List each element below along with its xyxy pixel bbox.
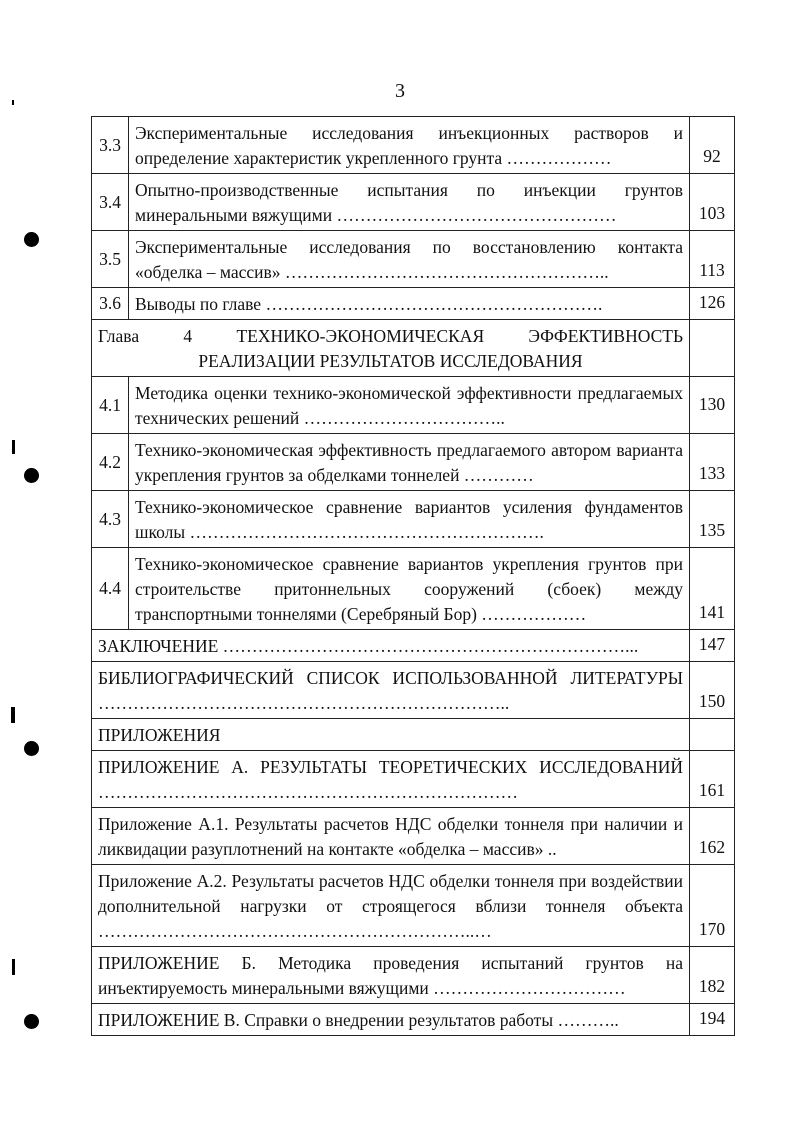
toc-row-appendices: [92, 719, 735, 751]
section-title: Приложение А.1. Результаты расчетов НДС обделки тоннеля при наличии и ликвидации разуплотнений на контакте «обделка – массив» ..: [92, 808, 690, 865]
section-number: 3.6: [92, 288, 129, 320]
toc-row-conclusion: [92, 630, 735, 662]
section-number: 4.3: [92, 491, 129, 548]
section-number: 3.3: [92, 117, 129, 174]
margin-mark-3: [11, 707, 15, 723]
section-number: 4.4: [92, 548, 129, 630]
toc-row-3-5: [92, 231, 735, 288]
page-ref: 170: [690, 865, 735, 947]
toc-row-4-3: [92, 491, 735, 548]
page-ref: 182: [690, 947, 735, 1004]
toc-row-4-2: [92, 434, 735, 491]
page-ref: 141: [690, 548, 735, 630]
section-title: Методика оценки технико-экономической эффективности предлагаемых технических решений ……………………………..: [129, 377, 690, 434]
section-title: Экспериментальные исследования по восстановлению контакта «обделка – массив» ………………………………………………..: [129, 231, 690, 288]
toc-row-appendix-b: [92, 947, 735, 1004]
chapter-heading: [92, 320, 690, 377]
page-ref: [690, 719, 735, 751]
section-title: ПРИЛОЖЕНИЕ А. РЕЗУЛЬТАТЫ ТЕОРЕТИЧЕСКИХ ИССЛЕДОВАНИЙ ………………………………………………………………: [92, 751, 690, 808]
section-title: Выводы по главе ………………………………………………….: [129, 288, 690, 320]
toc-row-4-1: [92, 377, 735, 434]
page-ref: 126: [690, 288, 735, 320]
page-ref: 130: [690, 377, 735, 434]
page-ref: [690, 320, 735, 377]
page-number: 3: [395, 80, 405, 102]
toc-row-3-4: [92, 174, 735, 231]
page-ref: 194: [690, 1004, 735, 1036]
section-title: Технико-экономическое сравнение вариантов усиления фундаментов школы …………………………………………………….: [129, 491, 690, 548]
punch-hole-2: [24, 468, 39, 483]
section-title: Приложение А.2. Результаты расчетов НДС обделки тоннеля при воздействии дополнительной нагрузки от строящегося вблизи тоннеля объекта ………………………………………………………..…: [92, 865, 690, 947]
page-ref: 161: [690, 751, 735, 808]
margin-mark-2: [12, 440, 15, 454]
section-number: 4.1: [92, 377, 129, 434]
section-title: БИБЛИОГРАФИЧЕСКИЙ СПИСОК ИСПОЛЬЗОВАННОЙ ЛИТЕРАТУРЫ ……………………………………………………………..: [92, 662, 690, 719]
chapter-heading-line-2: РЕАЛИЗАЦИИ РЕЗУЛЬТАТОВ ИССЛЕДОВАНИЯ: [198, 351, 583, 371]
section-title: ПРИЛОЖЕНИЕ В. Справки о внедрении результатов работы ………..: [92, 1004, 690, 1036]
chapter-heading-line-1: Глава 4 ТЕХНИКО-ЭКОНОМИЧЕСКАЯ ЭФФЕКТИВНОСТЬ: [98, 326, 683, 346]
page-ref: 147: [690, 630, 735, 662]
page-ref: 162: [690, 808, 735, 865]
toc-row-appendix-v: [92, 1004, 735, 1036]
toc-row-3-6: [92, 288, 735, 320]
toc-table: [91, 116, 735, 1036]
toc-row-4-4: [92, 548, 735, 630]
toc-row-chapter-4: [92, 320, 735, 377]
toc-row-3-3: [92, 117, 735, 174]
section-number: 3.5: [92, 231, 129, 288]
page-ref: 150: [690, 662, 735, 719]
section-title: Экспериментальные исследования инъекционных растворов и определение характеристик укрепленного грунта ………………: [129, 117, 690, 174]
toc-row-bibliography: [92, 662, 735, 719]
toc-row-appendix-a: [92, 751, 735, 808]
margin-mark-4: [12, 959, 15, 975]
punch-hole-1: [24, 232, 39, 247]
page-ref: 103: [690, 174, 735, 231]
section-title: Технико-экономическая эффективность предлагаемого автором варианта укрепления грунтов за обделками тоннелей …………: [129, 434, 690, 491]
section-title: ЗАКЛЮЧЕНИЕ ……………………………………………………………...: [92, 630, 690, 662]
page-ref: 92: [690, 117, 735, 174]
margin-mark-1: [12, 100, 14, 105]
section-title: ПРИЛОЖЕНИЕ Б. Методика проведения испытаний грунтов на инъектируемость минеральными вяжущими ……………………………: [92, 947, 690, 1004]
page-ref: 133: [690, 434, 735, 491]
section-title: ПРИЛОЖЕНИЯ: [92, 719, 690, 751]
page-ref: 135: [690, 491, 735, 548]
toc-row-appendix-a1: [92, 808, 735, 865]
page-ref: 113: [690, 231, 735, 288]
punch-hole-4: [24, 1014, 39, 1029]
section-number: 3.4: [92, 174, 129, 231]
section-title: Опытно-производственные испытания по инъекции грунтов минеральными вяжущими …………………………………………: [129, 174, 690, 231]
toc-row-appendix-a2: [92, 865, 735, 947]
section-title: Технико-экономическое сравнение вариантов укрепления грунтов при строительстве притоннельных сооружений (сбоек) между транспортными тоннелями (Серебряный Бор) ………………: [129, 548, 690, 630]
punch-hole-3: [24, 741, 39, 756]
section-number: 4.2: [92, 434, 129, 491]
